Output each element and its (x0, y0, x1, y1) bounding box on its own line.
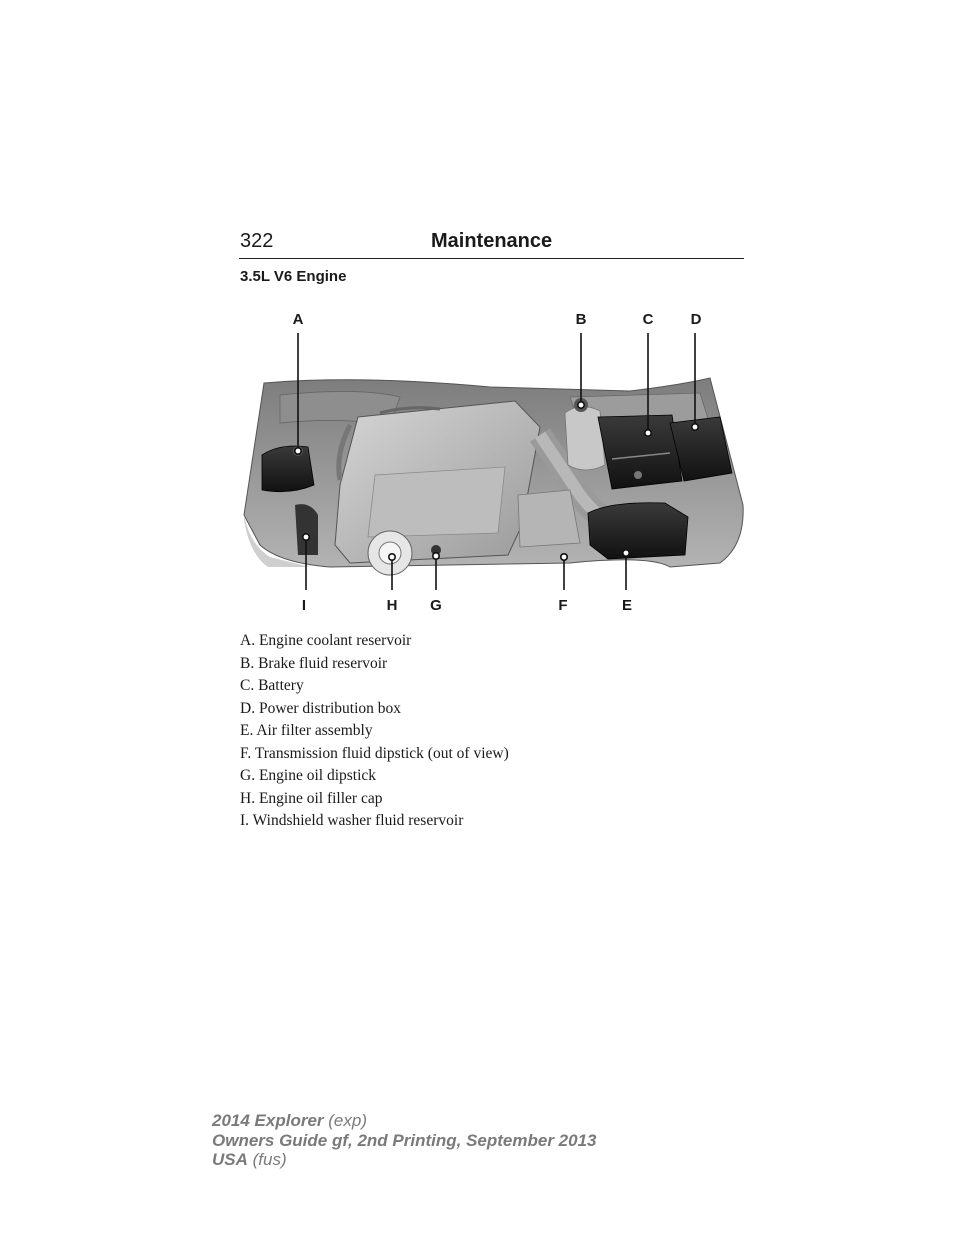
footer-model-code: (exp) (328, 1111, 367, 1130)
engine-compartment-figure (240, 305, 750, 620)
footer-market-code: (fus) (252, 1150, 287, 1169)
footer-line-3 (212, 1150, 596, 1170)
section-title: Maintenance (431, 230, 553, 252)
callout-g: G (430, 597, 442, 614)
legend-item: B. Brake fluid reservoir (240, 654, 388, 672)
footer (212, 1111, 596, 1170)
subsection-title: 3.5L V6 Engine (240, 268, 347, 285)
callout-h: H (386, 597, 398, 614)
callout-d: D (690, 311, 702, 328)
callout-c: C (642, 311, 654, 328)
legend-item: F. Transmission fluid dipstick (out of view) (240, 744, 509, 762)
air-filter-assembly (588, 503, 688, 559)
callout-b: B (575, 311, 587, 328)
legend-item: C. Battery (240, 677, 304, 694)
header-divider (239, 258, 744, 259)
legend-item: A. Engine coolant reservoir (240, 632, 412, 649)
callout-a: A (292, 311, 304, 328)
engine-illustration (240, 305, 750, 620)
footer-line-2: Owners Guide gf, 2nd Printing, September 2013 (212, 1130, 597, 1150)
callout-i: I (301, 597, 307, 614)
legend-item: E. Air filter assembly (240, 722, 373, 739)
legend-item: G. Engine oil dipstick (240, 767, 377, 784)
callout-f: F (558, 597, 568, 614)
footer-line-1 (212, 1111, 596, 1131)
page-number: 322 (240, 230, 274, 252)
callout-e: E (621, 597, 633, 614)
legend-item: D. Power distribution box (240, 699, 402, 717)
component-legend (240, 630, 509, 833)
coolant-reservoir (262, 446, 314, 492)
legend-item: H. Engine oil filler cap (240, 789, 383, 807)
footer-model: 2014 Explorer (212, 1111, 324, 1130)
brake-reservoir (565, 406, 605, 470)
legend-item: I. Windshield washer fluid reservoir (240, 812, 464, 829)
footer-market: USA (212, 1150, 248, 1169)
